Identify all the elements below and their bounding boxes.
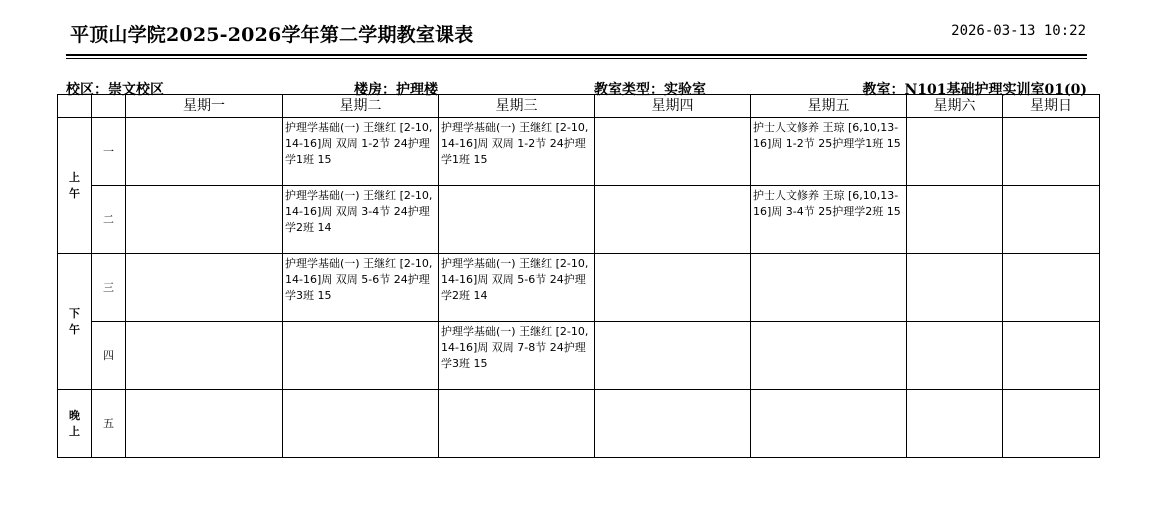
period-label-3: 三 bbox=[92, 254, 126, 322]
campus-value: 崇文校区 bbox=[108, 82, 164, 98]
slot-mon-p1 bbox=[126, 118, 283, 186]
period-row-5 bbox=[58, 390, 1100, 458]
slot-thu-p1 bbox=[595, 118, 751, 186]
slot-tue-p4 bbox=[283, 322, 439, 390]
slot-wed-p1 bbox=[439, 118, 595, 186]
building-label: 楼房： bbox=[354, 82, 396, 98]
slot-sat-p2 bbox=[907, 186, 1003, 254]
day-header-sat: 星期六 bbox=[907, 95, 1003, 118]
period-label-2: 二 bbox=[92, 186, 126, 254]
slot-fri-p1 bbox=[751, 118, 907, 186]
slot-tue-p2 bbox=[283, 186, 439, 254]
room-label: 教室： bbox=[862, 82, 905, 98]
slot-fri-p5 bbox=[751, 390, 907, 458]
slot-sun-p5 bbox=[1003, 390, 1100, 458]
slot-thu-p5 bbox=[595, 390, 751, 458]
period-row-3 bbox=[58, 254, 1100, 322]
slot-mon-p3 bbox=[126, 254, 283, 322]
slot-thu-p2 bbox=[595, 186, 751, 254]
slot-sat-p1 bbox=[907, 118, 1003, 186]
period-label-5: 五 bbox=[92, 390, 126, 458]
timetable bbox=[57, 94, 1100, 458]
slot-wed-p2 bbox=[439, 186, 595, 254]
course-entry: 护理学基础(一) 王继红 [2-10,14-16]周 双周 5-6节 24护理学2班 14 bbox=[441, 257, 589, 302]
slot-wed-p4 bbox=[439, 322, 595, 390]
day-header-sun: 星期日 bbox=[1003, 95, 1100, 118]
slot-tue-p3 bbox=[283, 254, 439, 322]
course-entry: 护理学基础(一) 王继红 [2-10,14-16]周 双周 1-2节 24护理学1班 15 bbox=[285, 121, 433, 166]
slot-thu-p3 bbox=[595, 254, 751, 322]
day-header-fri: 星期五 bbox=[751, 95, 907, 118]
slot-sat-p5 bbox=[907, 390, 1003, 458]
day-header-thu: 星期四 bbox=[595, 95, 751, 118]
slot-thu-p4 bbox=[595, 322, 751, 390]
course-entry: 护理学基础(一) 王继红 [2-10,14-16]周 双周 1-2节 24护理学1班 15 bbox=[441, 121, 589, 166]
slot-sun-p3 bbox=[1003, 254, 1100, 322]
halfday-afternoon: 下午 bbox=[58, 254, 92, 390]
period-label-1: 一 bbox=[92, 118, 126, 186]
day-header-tue: 星期二 bbox=[283, 95, 439, 118]
corner-cell bbox=[58, 95, 92, 118]
building-value: 护理楼 bbox=[396, 82, 438, 98]
room-type-label: 教室类型： bbox=[594, 82, 664, 98]
slot-sat-p4 bbox=[907, 322, 1003, 390]
weekday-header-row bbox=[58, 95, 1100, 118]
header-divider-thin bbox=[66, 58, 1087, 59]
room-type-value: 实验室 bbox=[664, 82, 706, 98]
page-title: 平顶山学院2025-2026学年第二学期教室课表 bbox=[70, 24, 474, 46]
course-entry: 护士人文修养 王琼 [6,10,13-16]周 3-4节 25护理学2班 15 bbox=[753, 189, 901, 218]
period-row-2 bbox=[58, 186, 1100, 254]
print-timestamp: 2026-03-13 10:22 bbox=[951, 23, 1086, 39]
period-row-1 bbox=[58, 118, 1100, 186]
slot-fri-p3 bbox=[751, 254, 907, 322]
halfday-morning: 上午 bbox=[58, 118, 92, 254]
room-value: N101基础护理实训室01(0) bbox=[904, 82, 1087, 98]
slot-sat-p3 bbox=[907, 254, 1003, 322]
slot-sun-p1 bbox=[1003, 118, 1100, 186]
slot-fri-p4 bbox=[751, 322, 907, 390]
header-divider-thick bbox=[66, 54, 1087, 56]
period-row-4 bbox=[58, 322, 1100, 390]
course-entry: 护理学基础(一) 王继红 [2-10,14-16]周 双周 5-6节 24护理学3班 15 bbox=[285, 257, 433, 302]
course-entry: 护士人文修养 王琼 [6,10,13-16]周 1-2节 25护理学1班 15 bbox=[753, 121, 901, 150]
slot-mon-p4 bbox=[126, 322, 283, 390]
day-header-mon: 星期一 bbox=[126, 95, 283, 118]
period-label-4: 四 bbox=[92, 322, 126, 390]
slot-tue-p1 bbox=[283, 118, 439, 186]
slot-mon-p2 bbox=[126, 186, 283, 254]
course-entry: 护理学基础(一) 王继红 [2-10,14-16]周 双周 7-8节 24护理学3班 15 bbox=[441, 325, 589, 370]
slot-fri-p2 bbox=[751, 186, 907, 254]
halfday-evening: 晚上 bbox=[58, 390, 92, 458]
slot-sun-p4 bbox=[1003, 322, 1100, 390]
course-entry: 护理学基础(一) 王继红 [2-10,14-16]周 双周 3-4节 24护理学2班 14 bbox=[285, 189, 433, 234]
slot-sun-p2 bbox=[1003, 186, 1100, 254]
campus-label: 校区： bbox=[66, 82, 108, 98]
slot-mon-p5 bbox=[126, 390, 283, 458]
slot-wed-p3 bbox=[439, 254, 595, 322]
day-header-wed: 星期三 bbox=[439, 95, 595, 118]
slot-tue-p5 bbox=[283, 390, 439, 458]
slot-wed-p5 bbox=[439, 390, 595, 458]
corner-cell bbox=[92, 95, 126, 118]
